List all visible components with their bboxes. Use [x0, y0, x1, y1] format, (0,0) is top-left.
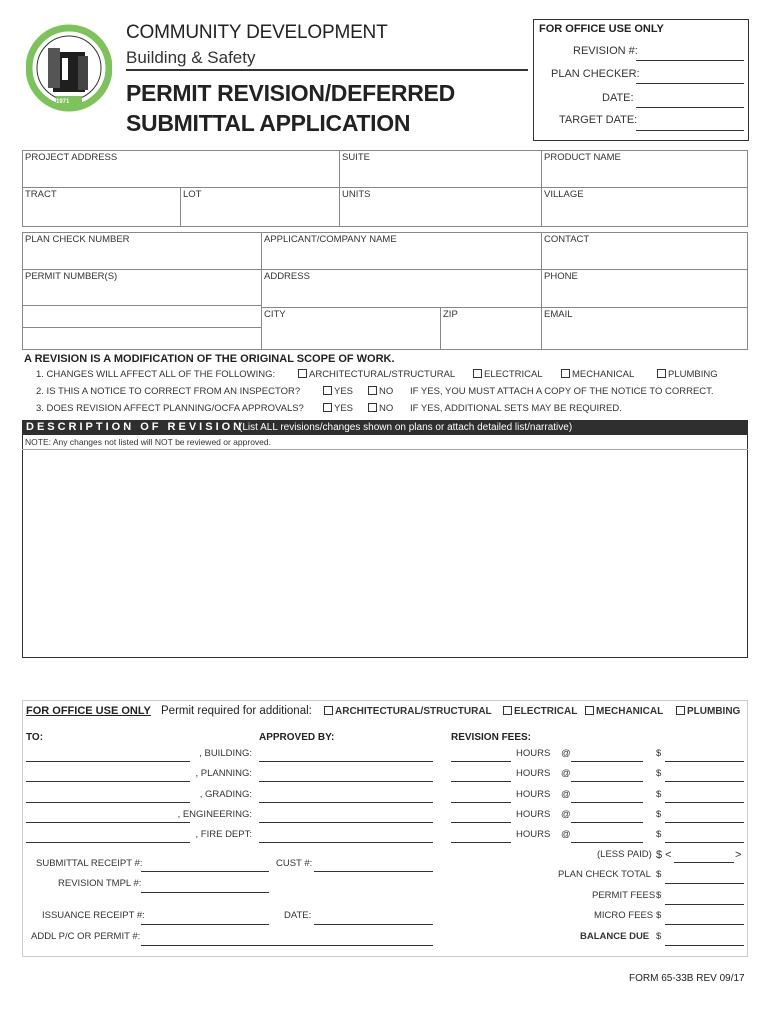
fee-amount-field[interactable]: [665, 761, 744, 762]
plan-check-total-label: PLAN CHECK TOTAL: [558, 869, 651, 880]
phone-label: PHONE: [544, 271, 578, 282]
fee-rate-field[interactable]: [571, 802, 643, 803]
fee-dollar: $: [656, 768, 662, 779]
city-label: CITY: [264, 309, 286, 320]
fee-amount-field[interactable]: [665, 822, 744, 823]
checkbox[interactable]: [324, 706, 333, 715]
header-rule: [126, 69, 528, 71]
q2-yes-option[interactable]: [323, 386, 353, 397]
applicant-company-field[interactable]: [261, 232, 542, 270]
seal-year: 1971: [56, 99, 70, 105]
route-to-field[interactable]: [26, 781, 190, 782]
village-label: VILLAGE: [544, 189, 584, 200]
hours-label: HOURS: [516, 768, 551, 779]
route-label: , GRADING:: [199, 789, 252, 800]
plan-check-total-dollar: $: [656, 869, 662, 880]
product-name-label: PRODUCT NAME: [544, 152, 621, 163]
less-paid-label: (LESS PAID): [597, 849, 652, 860]
micro-fees-label: MICRO FEES: [594, 910, 654, 921]
checkbox[interactable]: [473, 369, 482, 378]
addl-pc-field[interactable]: [141, 945, 433, 946]
description-subtitle: (List ALL revisions/changes shown on plans or attach detailed list/narrative): [239, 422, 573, 433]
plan-check-number-label: PLAN CHECK NUMBER: [25, 234, 130, 245]
plan-checker-field[interactable]: [636, 83, 744, 84]
issuance-receipt-label: ISSUANCE RECEIPT #:: [42, 910, 145, 921]
fee-hours-field[interactable]: [451, 802, 511, 803]
option-label: NO: [379, 403, 394, 414]
at-label: @: [561, 748, 571, 759]
less-paid-close: >: [735, 849, 742, 861]
plan-checker-label: PLAN CHECKER:: [551, 68, 640, 80]
balance-due-dollar: $: [656, 931, 662, 942]
tract-label: TRACT: [25, 189, 57, 200]
email-label: EMAIL: [544, 309, 573, 320]
submittal-receipt-label: SUBMITTAL RECEIPT #:: [36, 858, 143, 869]
lot-label: LOT: [183, 189, 202, 200]
q3-note: IF YES, ADDITIONAL SETS MAY BE REQUIRED.: [410, 403, 622, 414]
revision-heading: A REVISION IS A MODIFICATION OF THE ORIGINAL SCOPE OF WORK.: [24, 353, 395, 365]
dept-name: COMMUNITY DEVELOPMENT: [126, 22, 388, 43]
description-note: NOTE: Any changes not listed will NOT be reviewed or approved.: [25, 437, 271, 447]
permit-fees-label: PERMIT FEES: [592, 890, 656, 901]
city-field[interactable]: [261, 307, 441, 350]
q1-architectural-option[interactable]: [298, 369, 455, 380]
at-label: @: [561, 809, 571, 820]
at-label: @: [561, 789, 571, 800]
office-date-label: DATE:: [602, 92, 634, 104]
at-label: @: [561, 768, 571, 779]
bottom-office-title: FOR OFFICE USE ONLY: [26, 705, 151, 717]
target-date-label: TARGET DATE:: [559, 114, 638, 126]
question-1: 1. CHANGES WILL AFFECT ALL OF THE FOLLOWING:: [36, 369, 276, 380]
option-label: MECHANICAL: [596, 706, 664, 717]
route-to-field[interactable]: [26, 842, 190, 843]
permit-fees-field[interactable]: [665, 904, 744, 905]
revision-tmpl-field[interactable]: [141, 892, 269, 893]
description-title: DESCRIPTION OF REVISION: [26, 421, 245, 433]
phone-field[interactable]: [541, 269, 748, 308]
note-divider: [22, 449, 748, 450]
suite-field[interactable]: [339, 150, 542, 188]
page-title-line2: SUBMITTAL APPLICATION: [126, 110, 411, 136]
issuance-date-field[interactable]: [314, 924, 433, 925]
fee-amount-field[interactable]: [665, 842, 744, 843]
bottom-plumbing-option[interactable]: [676, 706, 740, 717]
hours-label: HOURS: [516, 789, 551, 800]
fee-rate-field[interactable]: [571, 761, 643, 762]
route-approved-by-field[interactable]: [259, 802, 433, 803]
route-label: , ENGINEERING:: [177, 809, 252, 820]
checkbox[interactable]: [503, 706, 512, 715]
option-label: YES: [334, 403, 354, 414]
route-label: , BUILDING:: [199, 748, 252, 759]
contact-label: CONTACT: [544, 234, 590, 245]
route-approved-by-field[interactable]: [259, 761, 433, 762]
revision-fees-label: REVISION FEES:: [451, 732, 532, 743]
q2-note: IF YES, YOU MUST ATTACH A COPY OF THE NOTICE TO CORRECT.: [410, 386, 714, 397]
cust-field[interactable]: [314, 871, 433, 872]
approved-by-label: APPROVED BY:: [259, 732, 335, 743]
checkbox[interactable]: [676, 706, 685, 715]
form-number: FORM 65-33B REV 09/17: [629, 973, 745, 984]
address-label: ADDRESS: [264, 271, 310, 282]
option-label: PLUMBING: [668, 369, 718, 380]
at-label: @: [561, 829, 571, 840]
to-label: TO:: [26, 732, 44, 743]
checkbox[interactable]: [298, 369, 307, 378]
micro-fees-field[interactable]: [665, 924, 744, 925]
option-label: ELECTRICAL: [514, 706, 578, 717]
checkbox[interactable]: [657, 369, 666, 378]
office-use-title: FOR OFFICE USE ONLY: [539, 23, 664, 35]
lot-field[interactable]: [180, 187, 340, 227]
route-approved-by-field[interactable]: [259, 842, 433, 843]
route-approved-by-field[interactable]: [259, 781, 433, 782]
checkbox[interactable]: [561, 369, 570, 378]
fee-rate-field[interactable]: [571, 842, 643, 843]
q3-yes-option[interactable]: [323, 403, 353, 414]
issuance-receipt-field[interactable]: [141, 924, 269, 925]
option-label: ARCHITECTURAL/STRUCTURAL: [335, 706, 492, 717]
fee-dollar: $: [656, 789, 662, 800]
route-to-field[interactable]: [26, 802, 190, 803]
fee-dollar: $: [656, 829, 662, 840]
q1-plumbing-option[interactable]: [657, 369, 718, 380]
issuance-date-label: DATE:: [284, 910, 312, 921]
q3-no-option[interactable]: [368, 403, 393, 414]
fee-rate-field[interactable]: [571, 822, 643, 823]
address-field[interactable]: [261, 269, 542, 308]
tract-field[interactable]: [22, 187, 181, 227]
units-label: UNITS: [342, 189, 371, 200]
question-2: 2. IS THIS A NOTICE TO CORRECT FROM AN INSPECTOR?: [36, 386, 301, 397]
option-label: NO: [379, 386, 394, 397]
division-name: Building & Safety: [126, 48, 256, 67]
option-label: ARCHITECTURAL/STRUCTURAL: [309, 369, 456, 380]
checkbox[interactable]: [323, 386, 332, 395]
contact-field[interactable]: [541, 232, 748, 270]
fee-dollar: $: [656, 809, 662, 820]
description-textarea[interactable]: [22, 435, 748, 658]
checkbox[interactable]: [368, 403, 377, 412]
units-field[interactable]: [339, 187, 542, 227]
q2-no-option[interactable]: [368, 386, 393, 397]
less-paid-open: $ <: [656, 849, 672, 861]
q1-mechanical-option[interactable]: [561, 369, 634, 380]
option-label: YES: [334, 386, 354, 397]
hours-label: HOURS: [516, 748, 551, 759]
micro-fees-dollar: $: [656, 910, 662, 921]
village-field[interactable]: [541, 187, 748, 227]
fee-dollar: $: [656, 748, 662, 759]
bottom-electrical-option[interactable]: [503, 706, 577, 717]
checkbox[interactable]: [585, 706, 594, 715]
product-name-field[interactable]: [541, 150, 748, 188]
bottom-architectural-option[interactable]: [324, 706, 492, 717]
hours-label: HOURS: [516, 809, 551, 820]
zip-field[interactable]: [440, 307, 542, 350]
project-address-label: PROJECT ADDRESS: [25, 152, 118, 163]
option-label: MECHANICAL: [572, 369, 635, 380]
submittal-receipt-field[interactable]: [141, 871, 269, 872]
balance-due-label: BALANCE DUE: [580, 931, 650, 942]
cust-label: CUST #:: [276, 858, 313, 869]
permit-numbers-label: PERMIT NUMBER(S): [25, 271, 118, 282]
fee-rate-field[interactable]: [571, 781, 643, 782]
route-label: , PLANNING:: [195, 768, 252, 779]
bottom-mechanical-option[interactable]: [585, 706, 663, 717]
fee-amount-field[interactable]: [665, 802, 744, 803]
revision-number-field[interactable]: [636, 60, 744, 61]
plan-check-number-field[interactable]: [22, 232, 262, 270]
permit-required-label: Permit required for additional:: [161, 705, 312, 717]
email-field[interactable]: [541, 307, 748, 350]
fee-hours-field[interactable]: [451, 822, 511, 823]
less-paid-field[interactable]: [674, 862, 734, 863]
option-label: PLUMBING: [687, 706, 741, 717]
fee-amount-field[interactable]: [665, 781, 744, 782]
permit-numbers-field[interactable]: [22, 269, 262, 350]
office-date-field[interactable]: [636, 107, 744, 108]
fee-hours-field[interactable]: [451, 761, 511, 762]
hours-label: HOURS: [516, 829, 551, 840]
revision-number-label: REVISION #:: [573, 45, 638, 57]
permit-fees-dollar: $: [656, 890, 662, 901]
addl-pc-label: ADDL P/C OR PERMIT #:: [31, 931, 141, 942]
zip-label: ZIP: [443, 309, 458, 320]
question-3: 3. DOES REVISION AFFECT PLANNING/OCFA APPROVALS?: [36, 403, 304, 414]
applicant-company-label: APPLICANT/COMPANY NAME: [264, 234, 397, 245]
route-approved-by-field[interactable]: [259, 822, 433, 823]
suite-label: SUITE: [342, 152, 370, 163]
fee-hours-field[interactable]: [451, 781, 511, 782]
q1-electrical-option[interactable]: [473, 369, 543, 380]
option-label: ELECTRICAL: [484, 369, 543, 380]
revision-tmpl-label: REVISION TMPL #:: [58, 878, 142, 889]
route-to-field[interactable]: [26, 822, 190, 823]
route-label: , FIRE DEPT:: [195, 829, 252, 840]
route-to-field[interactable]: [26, 761, 190, 762]
checkbox[interactable]: [368, 386, 377, 395]
project-address-field[interactable]: [22, 150, 340, 188]
plan-check-total-field[interactable]: [665, 883, 744, 884]
permit-number-line-2[interactable]: [22, 327, 262, 328]
balance-due-field[interactable]: [665, 945, 744, 946]
checkbox[interactable]: [323, 403, 332, 412]
permit-number-line-1[interactable]: [22, 305, 262, 306]
fee-hours-field[interactable]: [451, 842, 511, 843]
target-date-field[interactable]: [636, 130, 744, 131]
page-title-line1: PERMIT REVISION/DEFERRED: [126, 80, 455, 106]
